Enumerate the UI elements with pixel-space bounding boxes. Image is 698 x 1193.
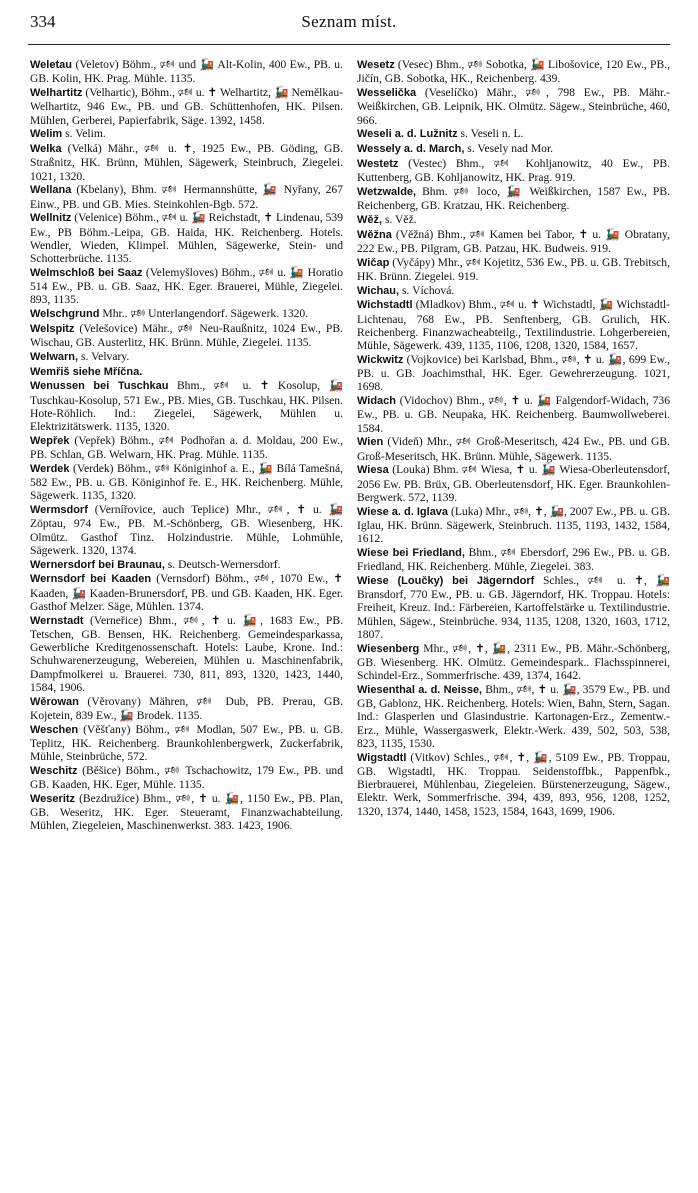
gazetteer-entry <box>357 394 670 435</box>
gazetteer-entry <box>357 213 670 227</box>
entry-headword: Weschen <box>30 723 79 736</box>
gazetteer-entry <box>357 157 670 185</box>
entry-headword: Weseli a. d. Lužnitz <box>357 128 458 141</box>
page-number: 334 <box>30 12 56 31</box>
entry-text: (Luka) Mhr., 🕬, ✝, 🚂, 2007 Ew., PB. u. GB. Iglau, HK. Brünn. Sägewerk, Steinbruch. 1135, 1193, 1432, 1584, 1612. <box>357 504 670 545</box>
entry-headword: Wenussen bei Tuschkau <box>30 380 169 393</box>
entry-text: (Vernsdorf) Böhm., 🕬, 1070 Ew., ✝ Kaaden, 🚂 Kaaden-Brunersdorf, PB. und GB. Kaaden, HK. Eger. Gasthof Melzer. Säge, Mühlen. 1374. <box>30 572 343 613</box>
entry-text: (Vitkov) Schles., 🕬, ✝, 🚂, 5109 Ew., PB. Troppau, GB. Wigstadtl, HK. Troppau. Seidenstoffbk., Pappenfbk., Bierbrauerei, Mühlenbau, Ziegeleien. Bürstenerzeugung, Sägew., Elektr. Werk, Sommerfrische. 394, 439, 893, 956, 1208, 1252, 1320, 1374, 1440, 1458, 1523, 1584, 1643, 1699, 1906. <box>357 750 670 818</box>
entry-headword: Wesselička <box>357 87 417 99</box>
entry-headword: Wiesenthal a. d. Neisse, <box>357 683 483 696</box>
gazetteer-entry <box>30 558 343 572</box>
gazetteer-entry <box>30 365 343 379</box>
entry-headword: Wěžna <box>357 228 392 241</box>
entry-headword: Wickwitz <box>357 353 404 366</box>
entry-text: (Videň) Mhr., 🕬 Groß-Meseritsch, 424 Ew., PB. und GB. Groß-Meseritsch, HK. Brünn. Mühle, Sägewerk. 1135. <box>357 435 670 463</box>
gazetteer-entry <box>357 546 670 574</box>
gazetteer-entry <box>30 379 343 433</box>
entry-headword: Wessely a. d. March, <box>357 143 465 155</box>
gazetteer-entry <box>30 723 343 764</box>
entry-text: s. Velvary. <box>78 349 130 363</box>
entry-text: s. Veseli n. L. <box>457 127 524 141</box>
entry-headword: Wěrowan <box>30 695 79 708</box>
entry-headword: Welka <box>30 143 62 155</box>
entry-text: Bhm., 🕬 u. ✝ Kosolup, 🚂 Tuschkau-Kosolup, 571 Ew., PB. Mies, GB. Tuschkau, HK. Pilsen. Hote-Röhlich. Ind.: Ziegelei, Sägewerk, Mühlen u. Elektrizitätswerk. 1135, 1320. <box>30 379 343 433</box>
entry-text: s. Věž. <box>382 212 417 226</box>
entry-headword: Welspitz <box>30 322 75 335</box>
gazetteer-entry <box>357 284 670 298</box>
gazetteer-entry <box>30 58 343 86</box>
entry-text: (Veletov) Böhm., 🕬 und 🚂 Alt-Kolin, 400 Ew., PB. u. GB. Kolin, HK. Prag. Mühle. 1135. <box>30 58 343 86</box>
entry-text: (Verdek) Böhm., 🕬 Königinhof a. E., 🚂 Bílá Tamešná, 582 Ew., PB. u. GB. Königinhof ře. E., HK. Reichenberg. Mühle, Sägewerk. 1135, 1320. <box>30 461 343 503</box>
left-column <box>30 58 343 833</box>
gazetteer-entry <box>30 266 343 307</box>
gazetteer-entry <box>30 307 343 321</box>
entry-text: (Velenice) Böhm., 🕬 u. 🚂 Reichstadt, ✝ Lindenau, 539 Ew., PB Böhm.-Leipa, GB. Haida, HK. Reichenberg. Hotels. Wendler, Wieden, Klimpel. Mühlen, Sägewerke, Stein- und Schotterbrüche. 1135. <box>30 211 343 265</box>
entry-text: (Velešovice) Mähr., 🕬 Neu-Raußnitz, 1024 Ew., PB. Wischau, GB. Austerlitz, HK. Brünn. Mühle, Ziegelei. 1135. <box>30 321 343 349</box>
entry-text: (Věžná) Bhm., 🕬 Kamen bei Tabor, ✝ u. 🚂 Obratany, 222 Ew., PB. Pilgram, GB. Patzau, HK. Budweis. 919. <box>357 227 670 255</box>
entry-text: (Běšice) Böhm., 🕬 Tschachowitz, 179 Ew., PB. und GB. Kaaden, HK. Eger, Mühle. 1135. <box>30 763 343 791</box>
entry-text: s. Deutsch-Wernersdorf. <box>164 557 281 571</box>
entry-text: Mhr., 🕬, ✝, 🚂, 2311 Ew., PB. Mähr.-Schönberg, GB. Wiesenberg. HK. Olmütz. Gemeindespark.. Flachsspinnerei, Schindel-Erz., Sommerfrische. 439, 1374, 1642. <box>357 641 670 682</box>
entry-text: (Vojkovice) bei Karlsbad, Bhm., 🕬, ✝ u. 🚂, 699 Ew., PB. u. GB. Joachimsthal, HK. Eger. Gewehrerzeugung. 1021, 1698. <box>357 352 670 394</box>
entry-text: (Věrovany) Mähren, 🕬 Dub, PB. Prerau, GB. Kojetein, 839 Ew., 🚂 Brodek. 1135. <box>30 694 343 722</box>
entry-text: (Vyčápy) Mhr., 🕬 Kojetitz, 536 Ew., PB. u. GB. Trebitsch, HK. Brünn. Ziegelei. 919. <box>357 255 670 283</box>
gazetteer-entry <box>357 185 670 213</box>
entry-headword: Weletau <box>30 59 72 71</box>
entry-headword: Weschitz <box>30 764 78 777</box>
entry-headword: Widach <box>357 395 397 407</box>
entry-text: Mhr.. 🕬 Unterlangendorf. Sägewerk. 1320. <box>99 307 309 320</box>
entry-text: s. Velim. <box>62 127 106 141</box>
entry-headword: Wichstadtl <box>357 299 413 312</box>
gazetteer-columns <box>30 58 670 833</box>
gazetteer-entry <box>30 695 343 723</box>
entry-text: (Vestec) Bhm., 🕬 Kohljanowitz, 40 Ew., PB. Kuttenberg, GB. Kohljanowitz, HK. Prag. 919. <box>357 156 670 184</box>
gazetteer-entry <box>30 434 343 462</box>
entry-text: s. Víchová. <box>399 283 455 297</box>
gazetteer-entry <box>357 58 670 86</box>
entry-headword: Welmschloß bei Saaz <box>30 266 143 279</box>
entry-text: Bhm., 🕬 Ebersdorf, 296 Ew., PB. u. GB. Friedland, HK. Reichenberg. Mühle, Ziegelei. 383. <box>357 545 670 573</box>
gazetteer-entry <box>30 211 343 265</box>
entry-text: (Vidochov) Bhm., 🕬, ✝ u. 🚂 Falgendorf-Widach, 736 Ew., PB. u. GB. Neupaka, HK. Reichenberg. Baumwollweberei. 1584. <box>357 394 670 435</box>
gazetteer-entry <box>357 751 670 818</box>
entry-text: (Velhartic), Böhm., 🕬 u. ✝ Welhartitz, 🚂 Nemělkau-Welhartitz, 946 Ew., PB. und GB. Schüttenhofen, HK. Pilsen. Mühlen, Gerberei, Papierfabrik, Säge. 1392, 1458. <box>30 86 343 127</box>
entry-headword: Welwarn, <box>30 350 79 363</box>
gazetteer-entry <box>30 614 343 695</box>
gazetteer-entry <box>357 505 670 546</box>
header-rule <box>28 44 670 45</box>
gazetteer-entry <box>30 462 343 503</box>
entry-headword: Wiese a. d. Iglava <box>357 505 449 518</box>
entry-headword: Werdek <box>30 462 70 475</box>
entry-text: (Louka) Bhm. 🕬 Wiesa, ✝ u. 🚂 Wiesa-Oberleutensdorf, 2056 Ew. PB. Brüx, GB. Oberleutensdorf, HK. Eger. Braunkohlen-Bergwerk. 572, 1139. <box>357 463 670 504</box>
entry-headword: Westetz <box>357 157 399 170</box>
entry-text: (Veselíčko) Mähr., 🕬, 798 Ew., PB. Mähr.-Weißkirchen, GB. Leipnik, HK. Olmütz. Sägew., Steinbrüche, 460, 966. <box>357 86 670 127</box>
entry-headword: Wien <box>357 436 384 449</box>
gazetteer-entry <box>357 298 670 352</box>
entry-headword: Wernersdorf bei Braunau, <box>30 558 165 571</box>
entry-text: (Kbelany), Bhm. 🕬 Hermannshütte, 🚂 Nyřany, 267 Einw., PB. und GB. Mies. Steinkohlen-Bgb. 572. <box>30 183 343 211</box>
gazetteer-entry <box>30 503 343 557</box>
gazetteer-entry <box>357 574 670 641</box>
entry-headword: Wěž, <box>357 213 383 226</box>
entry-headword: Welschgrund <box>30 308 100 320</box>
gazetteer-entry <box>357 435 670 463</box>
entry-headword: Wichau, <box>357 284 400 297</box>
gazetteer-entry <box>357 256 670 284</box>
entry-headword: Wiesa <box>357 464 389 477</box>
entry-text: (Věšťany) Böhm., 🕬 Modlan, 507 Ew., PB. u. GB. Teplitz, HK. Reichenberg. Braunkohlenbergwerk, Zuckerfabrik, Mühle, Steinbrüche, 572. <box>30 722 343 763</box>
gazetteer-entry <box>30 350 343 364</box>
entry-headword: Welim <box>30 128 63 141</box>
entry-text: (Velká) Mähr., 🕬 u. ✝, 1925 Ew., PB. Göding, GB. Straßnitz, HK. Brünn, Mühlen, Sägewerk, Steinbruch, Ziegelei. 1021, 1320. <box>30 142 343 183</box>
entry-text: Bhm., 🕬, ✝ u. 🚂, 3579 Ew., PB. und GB, Gablonz, HK. Reichenberg. Hotels: Wien, Bahn, Stern, Sagan. Ind.: Glasperlen und Glasindustrie. Kartonagen-Erz., Zementw.-Erz., Mühle, Wassergaswerk, Elektr.-Werk. 439, 502, 503, 538, 823, 1135, 1530. <box>357 682 670 750</box>
entry-headword: Weseritz <box>30 792 76 805</box>
entry-headword: Wellana <box>30 184 72 197</box>
entry-text: (Vernířovice, auch Teplice) Mhr., 🕬, ✝ u. 🚂 Zöptau, 974 Ew., PB. M.-Schönberg, GB. Wiesenberg, HK. Olmütz. Gasthof Tinz. Holzindustrie. Mühle, Lohmühle, Sägewerk. 1320, 1374. <box>30 503 343 557</box>
gazetteer-entry <box>357 463 670 504</box>
page-title: Seznam míst. <box>301 12 397 31</box>
gazetteer-entry <box>30 322 343 350</box>
gazetteer-entry <box>357 353 670 394</box>
entry-headword: Welhartitz <box>30 87 83 99</box>
entry-headword: Wernstadt <box>30 614 84 627</box>
entry-text: (Vepřek) Böhm., 🕬 Podhořan a. d. Moldau, 200 Ew., PB. Schlan, GB. Welwarn, HK. Prag. Mühle. 1135. <box>30 433 343 461</box>
gazetteer-entry <box>30 792 343 833</box>
right-column <box>357 58 670 833</box>
entry-text: (Mladkov) Bhm., 🕬 u. ✝ Wichstadtl, 🚂 Wichstadtl-Lichtenau, 768 Ew., PB. Senftenberg, GB. Grulich, HK. Reichenberg. Finanzwacheabteilg., Textilindustrie. Lohgerbereien, Mühle, Sägewerk. 439, 1135, 1106, 1208, 1320, 1584, 1657. <box>357 298 670 352</box>
entry-text: (Vesec) Bhm., 🕬 Sobotka, 🚂 Libošovice, 120 Ew., PB., Jičín, GB. Sobotka, HK., Reichenberg. 439. <box>357 58 670 86</box>
entry-headword: Wepřek <box>30 434 70 447</box>
page-header <box>0 0 698 40</box>
gazetteer-entry <box>357 642 670 683</box>
entry-headword: Wiese bei Friedland, <box>357 546 465 559</box>
entry-text: s. Vesely nad Mor. <box>464 142 554 155</box>
entry-headword: Wiese (Loučky) bei Jägerndorf <box>357 574 535 587</box>
entry-headword: Wičap <box>357 256 390 269</box>
entry-headword: Wernsdorf bei Kaaden <box>30 573 152 586</box>
entry-headword: Wermsdorf <box>30 504 88 516</box>
gazetteer-entry <box>357 228 670 256</box>
gazetteer-entry <box>30 764 343 792</box>
gazetteer-entry <box>357 86 670 127</box>
gazetteer-entry <box>357 142 670 156</box>
entry-headword: Wigstadtl <box>357 751 407 764</box>
gazetteer-entry <box>30 127 343 141</box>
gazetteer-entry <box>357 683 670 750</box>
gazetteer-entry <box>30 183 343 211</box>
entry-text: Schles., 🕬 u. ✝, 🚂 Bransdorf, 770 Ew., PB. u. GB. Jägerndorf, HK. Troppau. Hotels: Freiheit, Kreuz. Ind.: Färbereien, Kartoffelstärke u. Textilindustrie. Mühlen, Sägew., Steinbrüche. 934, 1135, 1208, 1320, 1603, 1712, 1807. <box>357 573 670 641</box>
entry-text: (Velemyšloves) Böhm., 🕬 u. 🚂 Horatio 514 Ew., PB. u. GB. Saaz, HK. Eger. Brauerei, Mühle, Ziegelei. 893, 1135. <box>30 265 343 307</box>
entry-headword: Wesetz <box>357 59 395 71</box>
entry-headword: Wetzwalde, <box>357 185 417 198</box>
entry-text: Bhm. 🕬 loco, 🚂 Weißkirchen, 1587 Ew., PB. Reichenberg, GB. Kratzau, HK. Reichenberg. <box>357 184 670 212</box>
entry-text: (Verneřice) Bhm., 🕬, ✝ u. 🚂, 1683 Ew., PB. Tetschen, GB. Bensen, HK. Reichenberg. Gemeindesparkassa, Gewerbliche Kreditgenossenschaft. Hotels: Laube, Krone. Ind.: Schuhwarenerzeugung, Webereien, Mühlen u. Maschinenfabrik, Dampfmolkerei u. Brauerei. 730, 811, 893, 1320, 1423, 1440, 1584, 1906. <box>30 613 343 694</box>
entry-headword: Wellnitz <box>30 212 72 225</box>
gazetteer-entry <box>357 127 670 141</box>
gazetteer-entry <box>30 86 343 127</box>
entry-headword: Wiesenberg <box>357 642 420 655</box>
gazetteer-entry <box>30 572 343 613</box>
entry-headword: Wemřiš siehe Mříčna. <box>30 365 143 378</box>
entry-text: (Bezdružice) Bhm., 🕬, ✝ u. 🚂, 1150 Ew., PB. Plan, GB. Weseritz, HK. Eger. Steueramt, Finanzwachabteilung. Mühlen, Ziegeleien, Maschinenwerkst. 383. 1423, 1906. <box>30 791 343 833</box>
gazetteer-entry <box>30 142 343 183</box>
